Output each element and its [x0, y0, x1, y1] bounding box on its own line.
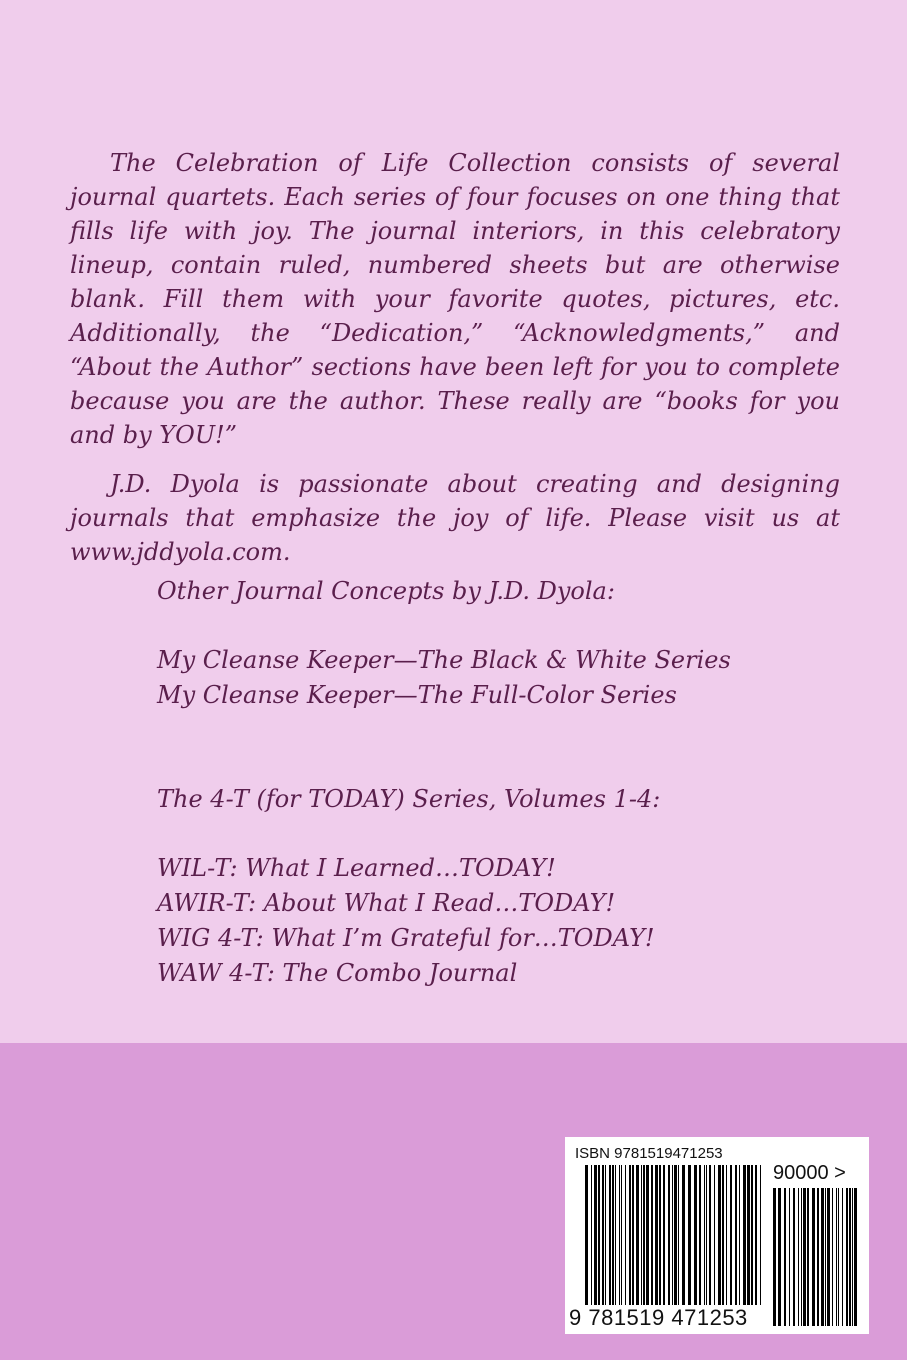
barcode-box — [565, 1137, 869, 1334]
author-description: J.D. Dyola is passionate about creating and designing journals that emphasize the joy of life. Please visit us at www.jddyola.com. — [70, 470, 840, 566]
isbn-digits: 9 781519 471253 — [569, 1305, 748, 1330]
list-item: My Cleanse Keeper—The Full-Color Series — [157, 681, 677, 709]
list-item: WIG 4-T: What I’m Grateful for…TODAY! — [157, 924, 655, 952]
isbn-label: ISBN 9781519471253 — [575, 1145, 723, 1162]
list-item: AWIR-T: About What I Read…TODAY! — [157, 889, 616, 917]
other-concepts-heading: Other Journal Concepts by J.D. Dyola: — [157, 577, 615, 605]
list-item: WIL-T: What I Learned…TODAY! — [157, 854, 556, 882]
price-code: 90000 > — [773, 1162, 846, 1184]
list-item: My Cleanse Keeper—The Black & White Series — [157, 646, 731, 674]
isbn-barcode — [585, 1165, 765, 1305]
series-heading: The 4-T (for TODAY) Series, Volumes 1-4: — [157, 785, 661, 813]
list-item: WAW 4-T: The Combo Journal — [157, 959, 518, 987]
cleanse-keeper-list — [157, 643, 837, 713]
price-barcode — [773, 1188, 859, 1326]
collection-description: The Celebration of Life Collection consists of several journal quartets. Each series of four focuses on one thing that fills life with joy. The journal interiors, in this celebratory lineup, contain ruled, numbered sheets but are otherwise blank. Fill them with your favorite quotes, pictures, etc. Additionally, the “Dedication,” “Acknowledgments,” and “About the Author” sections have been left for you to complete because you are the author. These really are “books for you and by YOU!” — [70, 149, 840, 449]
series-list — [157, 851, 837, 991]
